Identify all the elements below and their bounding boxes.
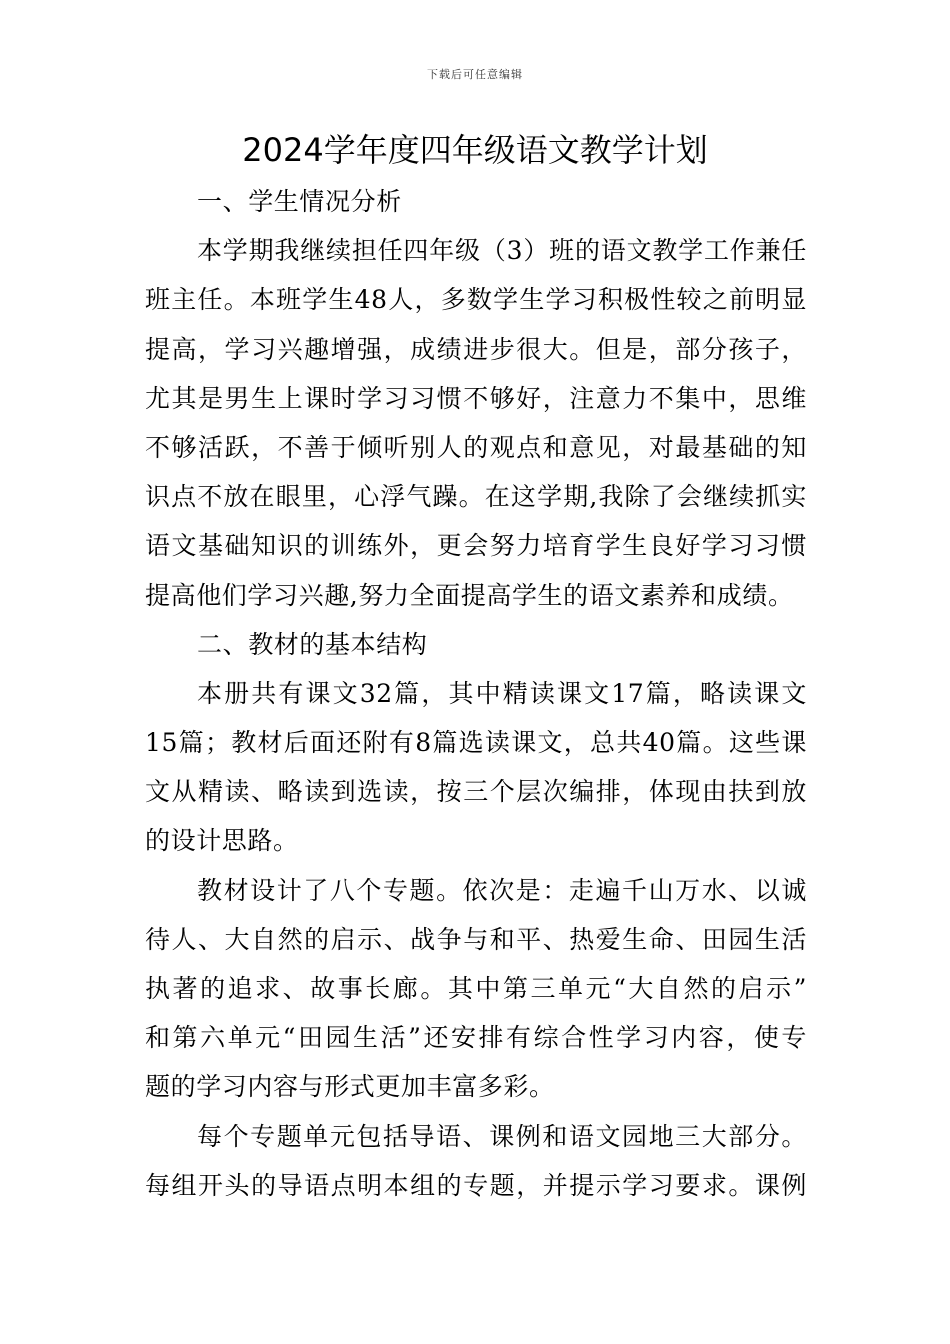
text-line: 本册共有课文32篇，其中精读课文17篇，略读课文 (197, 678, 807, 708)
text-line: 题的学习内容与形式更加丰富多彩。 (145, 1072, 555, 1102)
document-title: 2024学年度四年级语文教学计划 (242, 131, 708, 169)
text-line: 教材设计了八个专题。依次是：走遍千山万水、以诚 (197, 875, 807, 905)
document-body (145, 177, 807, 1210)
text-line: 尤其是男生上课时学习习惯不够好，注意力不集中，思维 (145, 383, 807, 413)
section-heading: 二、教材的基本结构 (197, 629, 428, 659)
text-line: 每个专题单元包括导语、课例和语文园地三大部分。 (197, 1121, 807, 1151)
text-line: 文从精读、略读到选读，按三个层次编排，体现由扶到放 (145, 777, 807, 807)
text-line: 的设计思路。 (145, 826, 299, 856)
text-line: 待人、大自然的启示、战争与和平、热爱生命、田园生活 (145, 924, 807, 954)
text-line: 语文基础知识的训练外，更会努力培育学生良好学习习惯 (145, 531, 807, 561)
text-line: 不够活跃，不善于倾听别人的观点和意见，对最基础的知 (145, 432, 807, 462)
text-line: 执著的追求、故事长廊。其中第三单元“大自然的启示” (145, 974, 807, 1003)
text-line: 提高他们学习兴趣,努力全面提高学生的语文素养和成绩。 (145, 580, 794, 610)
text-line: 班主任。本班学生48人，多数学生学习积极性较之前明显 (145, 285, 807, 315)
text-line: 识点不放在眼里，心浮气躁。在这学期,我除了会继续抓实 (145, 482, 807, 512)
text-line: 和第六单元“田园生活”还安排有综合性学习内容，使专 (145, 1023, 807, 1053)
header-note: 下载后可任意编辑 (427, 68, 523, 81)
text-line: 每组开头的导语点明本组的专题，并提示学习要求。课例 (145, 1170, 807, 1200)
section-heading: 一、学生情况分析 (197, 187, 402, 216)
text-line: 本学期我继续担任四年级（3）班的语文教学工作兼任 (197, 236, 807, 266)
text-line: 提高，学习兴趣增强，成绩进步很大。但是，部分孩子， (145, 334, 807, 364)
text-line: 15篇；教材后面还附有8篇选读课文，总共40篇。这些课 (145, 728, 807, 758)
